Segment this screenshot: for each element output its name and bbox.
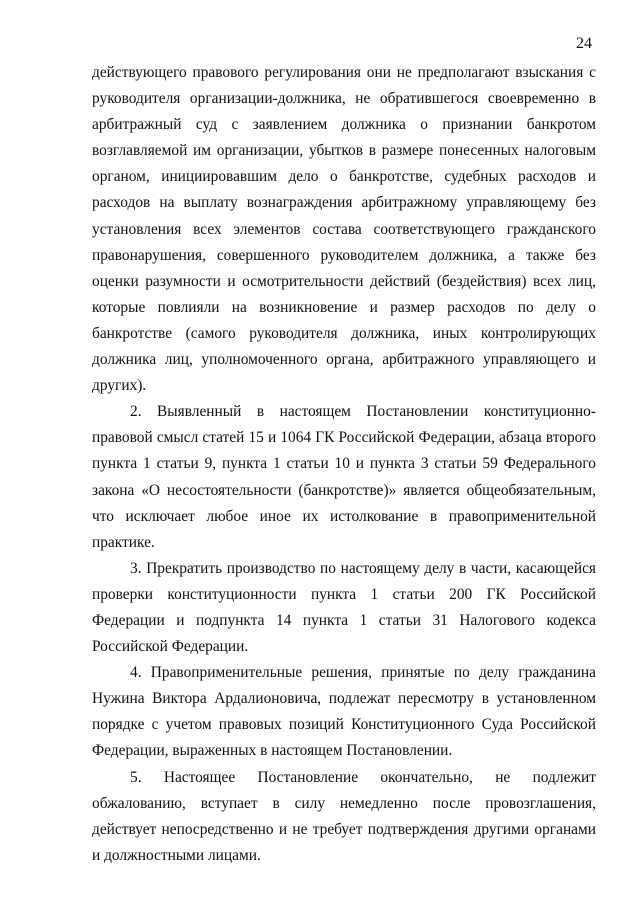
paragraph-continuation: действующего правового регулирования они не предполагают взыскания с руководителя организации-должника, не обратившегося своевременно в арбитражный суд с заявлением должника о признании банкротом возглавляемой им организации, убытков в размере понесенных налоговым органом, инициировавшим дело о банкротстве, судебных расходов и расходов на выплату вознаграждения арбитражному управляющему без установления всех элементов состава соответствующего гражданского правонарушения, совершенного руководителем должника, а также без оценки разумности и осмотрительности действий (бездействия) всех лиц, которые повлияли на возникновение и размер расходов по делу о банкротстве (самого руководителя должника, иных контролирующих должника лиц, уполномоченного органа, арбитражного управляющего и других). bbox=[92, 64, 596, 395]
paragraph-item-2: 2. Выявленный в настоящем Постановлении конституционно-правовой смысл статей 15 и 1064 ГК Российской Федерации, абзаца второго пункта 1 статьи 9, пункта 1 статьи 10 и пункта 3 статьи 59 Федерального закона «О несостоятельности (банкротстве)» является общеобязательным, что исключает любое иное их истолкование в правоприменительной практике. bbox=[92, 403, 596, 551]
paragraph-item-4: 4. Правоприменительные решения, принятые по делу гражданина Нужина Виктора Ардалионовича, подлежат пересмотру в установленном порядке с учетом правовых позиций Конституционного Суда Российской Федерации, выраженных в настоящем Постановлении. bbox=[92, 664, 596, 760]
page-number: 24 bbox=[576, 35, 592, 52]
paragraph-item-5: 5. Настоящее Постановление окончательно, не подлежит обжалованию, вступает в силу немедленно после провозглашения, действует непосредственно и не требует подтверждения другими органами и должностными лицами. bbox=[92, 768, 596, 864]
document-body bbox=[92, 60, 596, 869]
paragraph-item-3: 3. Прекратить производство по настоящему делу в части, касающейся проверки конституционности пункта 1 статьи 200 ГК Российской Федерации и подпункта 14 пункта 1 статьи 31 Налогового кодекса Российской Федерации. bbox=[92, 559, 596, 656]
